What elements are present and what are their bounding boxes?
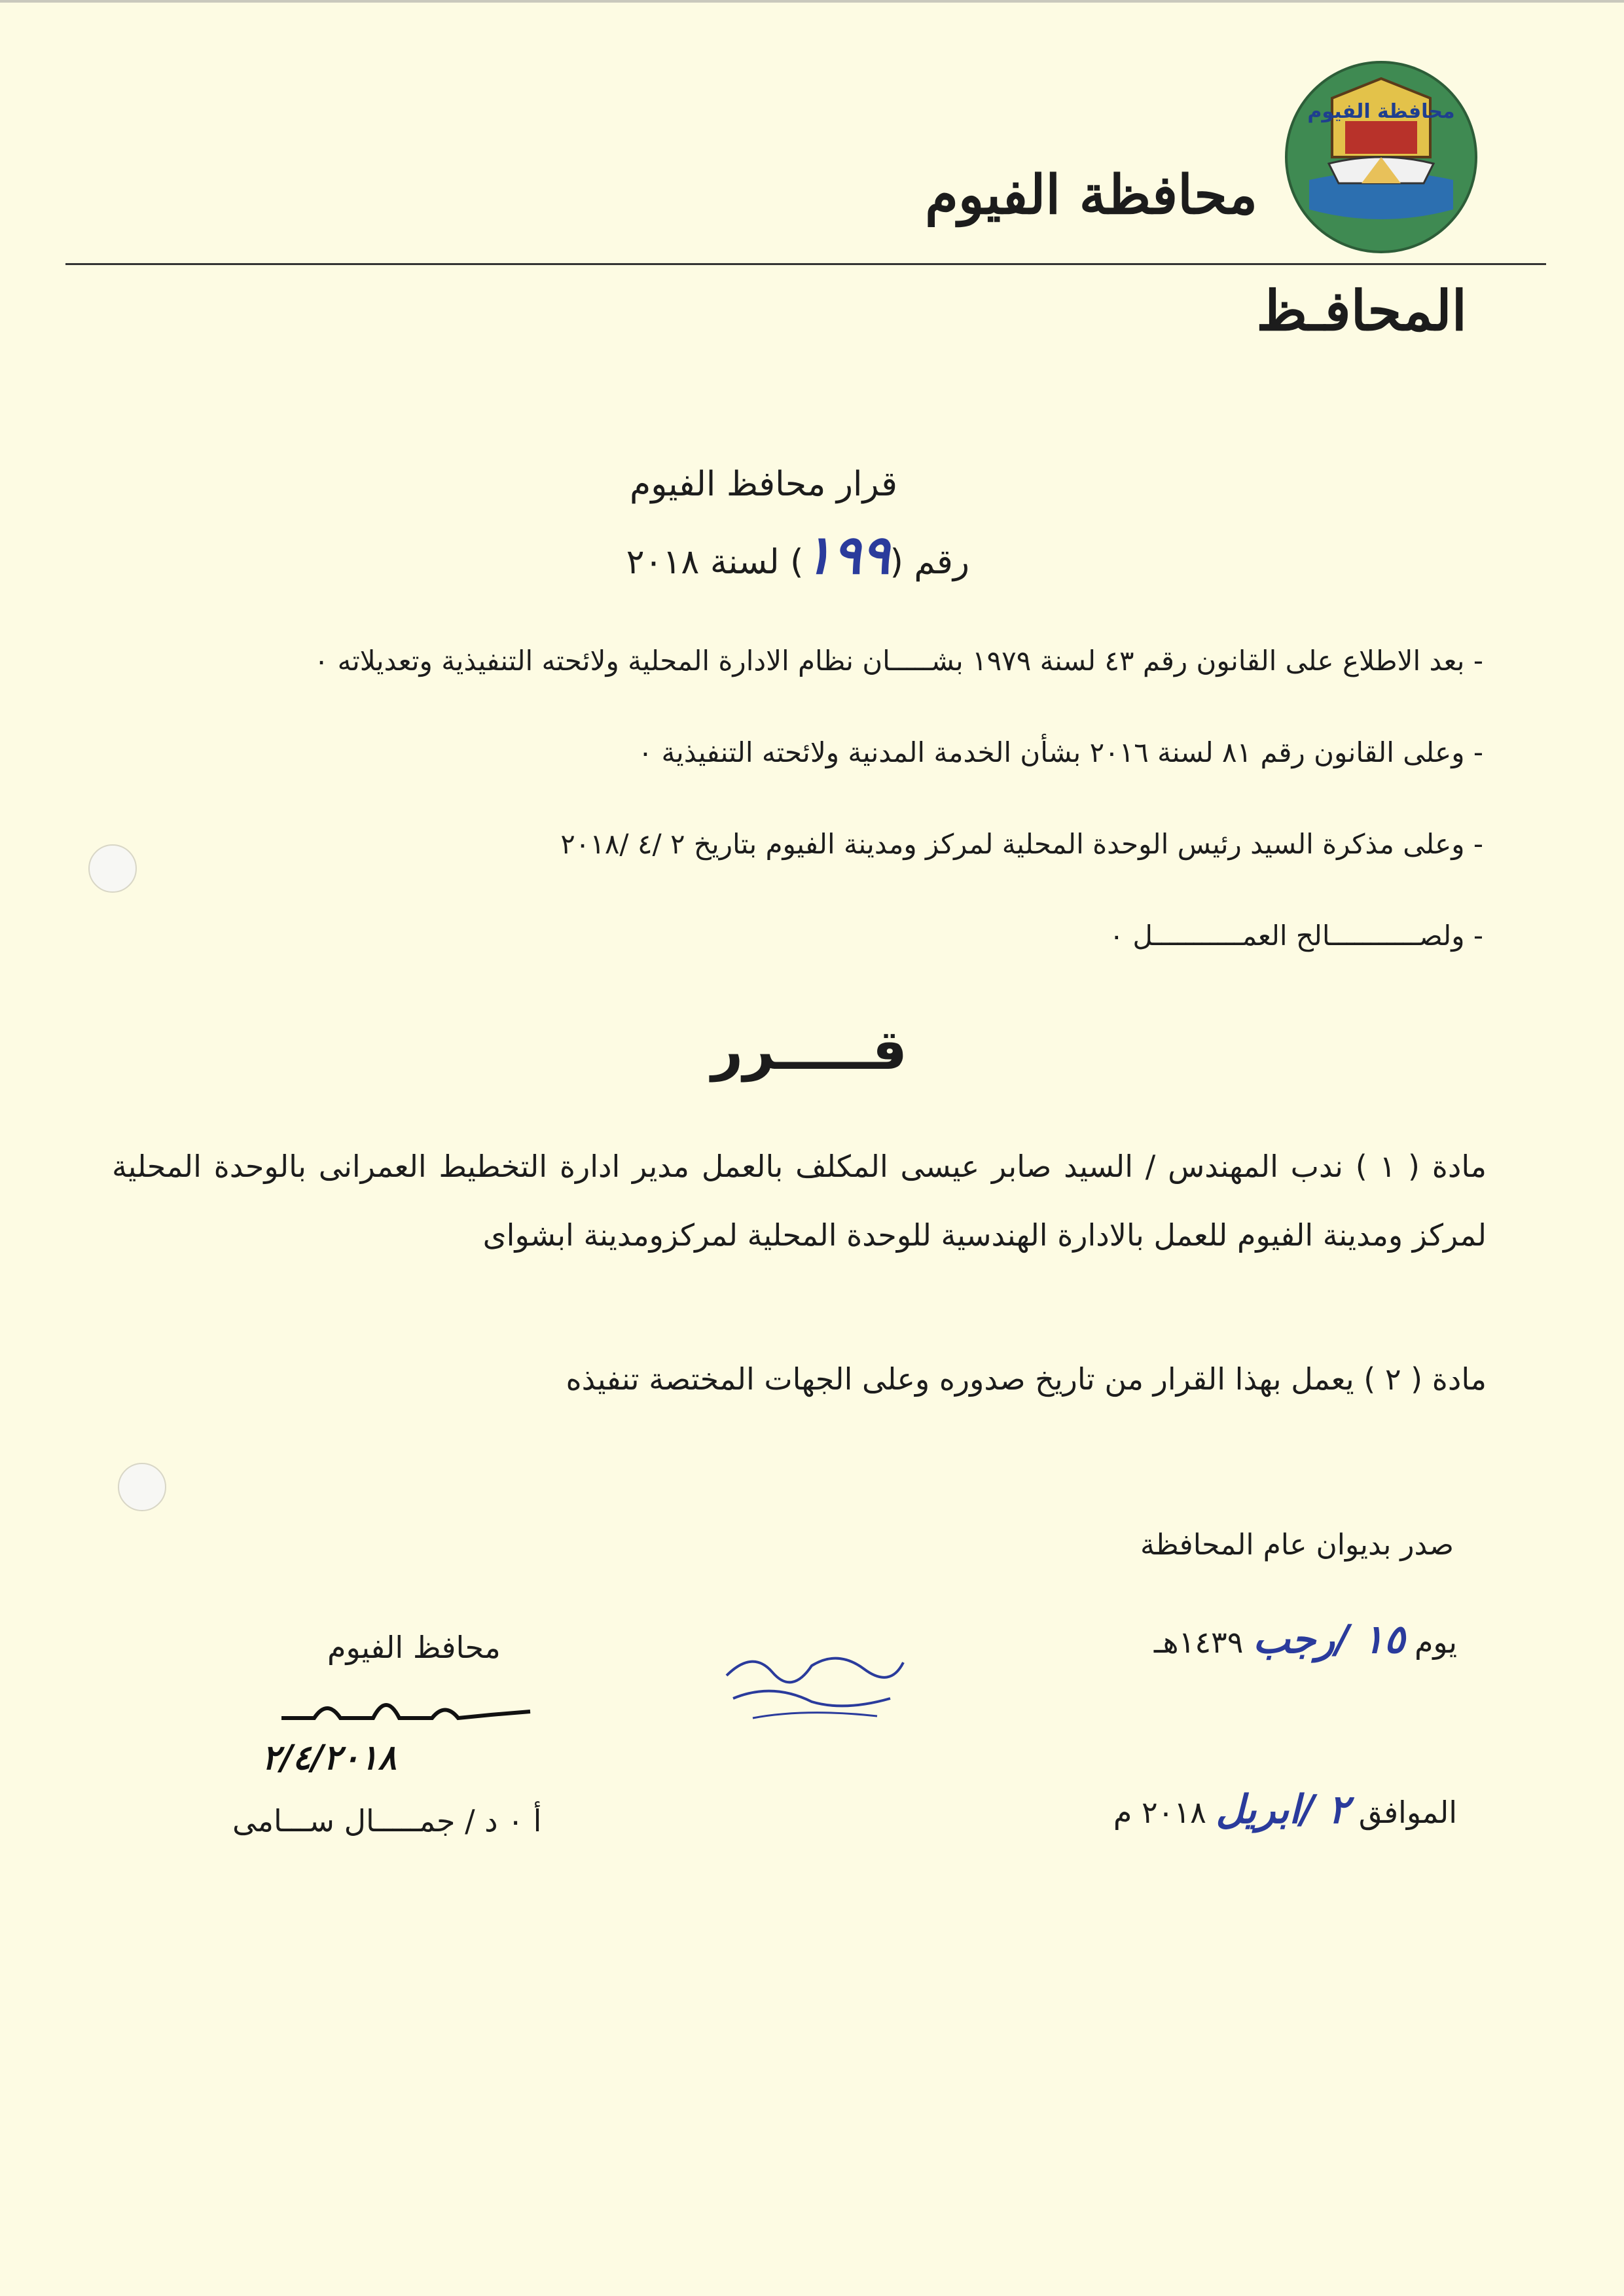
hijri-date-row: يوم ١٥ /رجب ١٤٣٩هـ (1153, 1617, 1457, 1662)
preamble-line: - وعلى مذكرة السيد رئيس الوحدة المحلية لمركز ومدينة الفيوم بتاريخ ٢ /٤ /٢٠١٨ (560, 828, 1483, 860)
gregorian-date-row: الموافق ٢ /ابريل ٢٠١٨ م (1113, 1787, 1457, 1833)
preamble-line: - بعد الاطلاع على القانون رقم ٤٣ لسنة ١٩٧٩ بشـــــان نظام الادارة المحلية ولائحته التنفيذية وتعديلاته ٠ (314, 645, 1483, 677)
handwritten-gregorian-date: ٢ /ابريل (1216, 1787, 1350, 1833)
punch-hole (118, 1463, 166, 1511)
decided-heading: قـــــرر (711, 1018, 907, 1082)
handwritten-hijri-date: ١٥ /رجب (1253, 1617, 1405, 1662)
signer-title: محافظ الفيوم (327, 1630, 501, 1665)
article-1: مادة ( ١ ) ندب المهندس / السيد صابر عيسى المكلف بالعمل مدير ادارة التخطيط العمرانى بالوحدة المحلية لمركز ومدينة الفيوم للعمل بالادارة الهندسية للوحدة المحلية لمركزومدينة ابشواى (112, 1149, 1487, 1253)
decision-number: رقم (١٩٩) لسنة ٢٠١٨ (626, 524, 969, 586)
governorate-name: محافظة الفيوم (925, 164, 1257, 226)
governor-heading: المحافـظ (1256, 278, 1467, 343)
decision-title: قرار محافظ الفيوم (630, 465, 897, 504)
governorate-emblem-icon (1283, 59, 1479, 255)
svg-text:محافظة الفيوم: محافظة الفيوم (1307, 100, 1455, 123)
handwritten-number: ١٩٩ (803, 524, 890, 586)
preamble-line: - ولصـــــــــــالح العمـــــــــــل ٠ (1109, 920, 1483, 952)
preamble-line: - وعلى القانون رقم ٨١ لسنة ٢٠١٦ بشأن الخدمة المدنية ولائحته التنفيذية ٠ (638, 736, 1483, 768)
header-divider (65, 263, 1546, 265)
handwritten-signature-date: ٢/٤/٢٠١٨ (262, 1738, 397, 1778)
governor-signature (275, 1685, 537, 1738)
signer-name: أ ٠ د / جمـــــال ســـامى (232, 1803, 542, 1839)
issued-at: صدر بديوان عام المحافظة (1140, 1528, 1454, 1562)
article-2: مادة ( ٢ ) يعمل بهذا القرار من تاريخ صدوره وعلى الجهات المختصة تنفيذه (566, 1361, 1487, 1397)
punch-hole (88, 844, 137, 893)
middle-signature (713, 1636, 910, 1734)
scan-edge (0, 0, 1624, 3)
